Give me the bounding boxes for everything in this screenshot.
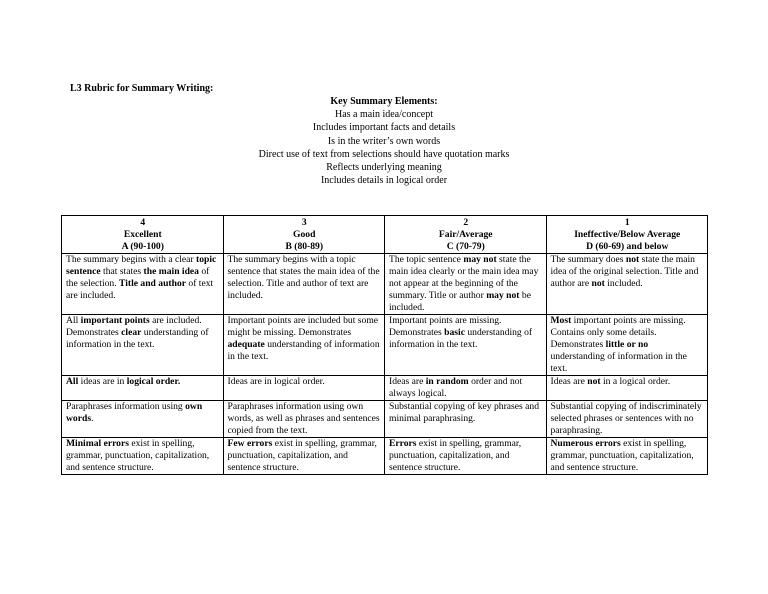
cell-text: Paraphrases information using [66, 401, 186, 412]
emphasis-text: Minimal errors [66, 438, 129, 449]
cell-text: Ideas are [550, 376, 588, 387]
grade-range: D (60-69) and below [586, 241, 669, 252]
cell-text: in a logical order. [600, 376, 671, 387]
emphasis-text: basic [444, 327, 465, 338]
rubric-cell [62, 438, 224, 475]
rubric-cell [546, 376, 708, 401]
cell-text: state the main idea clearly or the main idea may not appear at the beginning of the summary. Title or author [389, 254, 539, 301]
cell-text: Ideas are in logical order. [227, 376, 325, 387]
grade-range: B (80-89) [285, 241, 324, 252]
cell-text: Ideas are [389, 376, 426, 387]
emphasis-text: Most [550, 315, 572, 326]
rubric-cell [546, 438, 708, 475]
cell-text: important points are missing. Contains only some details. Demonstrates [550, 315, 686, 350]
cell-text: included. [604, 278, 643, 289]
rubric-cell [385, 376, 547, 401]
rubric-cell [223, 376, 385, 401]
cell-text: All [66, 315, 81, 326]
grade-range: A (90-100) [121, 241, 164, 252]
rubric-cell [62, 401, 224, 438]
cell-text: The summary does [550, 254, 626, 265]
key-element-item: Includes details in logical order [320, 175, 448, 187]
cell-text: of the selection. [66, 266, 210, 289]
rubric-cell [546, 401, 708, 438]
rubric-cell [546, 254, 708, 315]
rubric-cell [385, 254, 547, 315]
cell-text: Substantial copying of indiscriminately selected phrases or sentences with no paraphrasing. [550, 401, 702, 436]
rubric-cell [223, 438, 385, 475]
column-header-3 [223, 216, 385, 254]
rubric-row-main-idea [62, 254, 708, 315]
emphasis-text: may not [486, 290, 520, 301]
cell-text: Paraphrases information using own words, as well as phrases and sentences copied from the text. [227, 401, 380, 436]
cell-text: are included. Demonstrates [66, 315, 202, 338]
emphasis-text: clear [121, 327, 142, 338]
emphasis-text: not [587, 376, 601, 387]
key-element-item: Includes important facts and details [312, 122, 456, 134]
rubric-cell [385, 401, 547, 438]
key-element-item: Has a main idea/concept [334, 109, 433, 121]
cell-text: that states [100, 266, 144, 277]
cell-text: understanding of information in the text. [66, 327, 209, 350]
cell-text: exist in spelling, grammar, punctuation, capitalization, and sentence structure. [66, 438, 210, 473]
emphasis-text: adequate [227, 339, 265, 350]
emphasis-text: not [625, 254, 640, 265]
rubric-cell [223, 254, 385, 315]
cell-text: ideas are in [78, 376, 127, 387]
score-value: 3 [301, 217, 307, 228]
column-header-1 [546, 216, 708, 254]
cell-text: exist in spelling, grammar, punctuation, capitalization, and sentence structure. [550, 438, 694, 473]
key-elements-section [0, 95, 768, 187]
emphasis-text: may not [463, 254, 497, 265]
rubric-row-conventions [62, 438, 708, 475]
score-value: 1 [624, 217, 630, 228]
score-label: Excellent [123, 229, 162, 240]
rubric-cell [62, 254, 224, 315]
cell-text: Important points are included but some might be missing. Demonstrates [227, 315, 379, 338]
key-elements-heading: Key Summary Elements: [330, 96, 438, 107]
cell-text: understanding of information in the text. [550, 351, 687, 374]
emphasis-text: Errors [389, 438, 417, 449]
emphasis-text: All [66, 376, 79, 387]
rubric-row-paraphrasing [62, 401, 708, 438]
key-element-item: Reflects underlying meaning [326, 162, 442, 174]
emphasis-text: Few errors [227, 438, 273, 449]
grade-range: C (70-79) [446, 241, 485, 252]
emphasis-text: the main idea [143, 266, 199, 277]
cell-text: understanding of information in the text. [389, 327, 533, 350]
score-value: 4 [140, 217, 146, 228]
score-label: Fair/Average [438, 229, 493, 240]
rubric-cell [223, 315, 385, 376]
emphasis-text: Numerous errors [550, 438, 621, 449]
cell-text: Substantial copying of key phrases and minimal paraphrasing. [389, 401, 540, 424]
cell-text: The summary begins with a clear [66, 254, 197, 265]
column-header-4 [62, 216, 224, 254]
emphasis-text: own words [66, 401, 203, 424]
emphasis-text: not [591, 278, 605, 289]
rubric-cell [223, 401, 385, 438]
rubric-row-important-points [62, 315, 708, 376]
document-title: L3 Rubric for Summary Writing: [70, 83, 214, 94]
cell-text: of text are included. [66, 278, 214, 301]
rubric-cell [546, 315, 708, 376]
cell-text: The summary begins with a topic sentence that states the main idea of the selection. Title and author of text are included. [227, 254, 380, 301]
emphasis-text: important points [80, 315, 150, 326]
score-value: 2 [463, 217, 469, 228]
rubric-cell [62, 315, 224, 376]
cell-text: . [91, 413, 94, 424]
rubric-header-row [62, 216, 708, 254]
emphasis-text: little or no [605, 339, 649, 350]
cell-text: exist in spelling, grammar, punctuation, capitalization, and sentence structure. [389, 438, 522, 473]
rubric-row-logical-order [62, 376, 708, 401]
cell-text: order and not always logical. [389, 376, 523, 399]
key-element-item: Is in the writer’s own words [327, 135, 441, 147]
cell-text: The topic sentence [389, 254, 464, 265]
rubric-cell [385, 315, 547, 376]
cell-text: be included. [389, 290, 531, 313]
rubric-table [61, 215, 708, 475]
emphasis-text: in random [425, 376, 469, 387]
emphasis-text: Title and author [119, 278, 187, 289]
rubric-cell [385, 438, 547, 475]
cell-text: exist in spelling, grammar, punctuation, capitalization, and sentence structure. [227, 438, 377, 473]
column-header-2 [385, 216, 547, 254]
score-label: Ineffective/Below Average [574, 229, 681, 240]
key-element-item: Direct use of text from selections should have quotation marks [258, 148, 510, 160]
cell-text: Important points are missing. Demonstrates [389, 315, 502, 338]
rubric-body [62, 254, 708, 475]
cell-text: state the main idea of the original selection. Title and author are [550, 254, 699, 289]
score-label: Good [293, 229, 316, 240]
cell-text: understanding of information in the text. [227, 339, 380, 362]
emphasis-text: logical order. [126, 376, 181, 387]
rubric-cell [62, 376, 224, 401]
emphasis-text: topic sentence [66, 254, 217, 277]
